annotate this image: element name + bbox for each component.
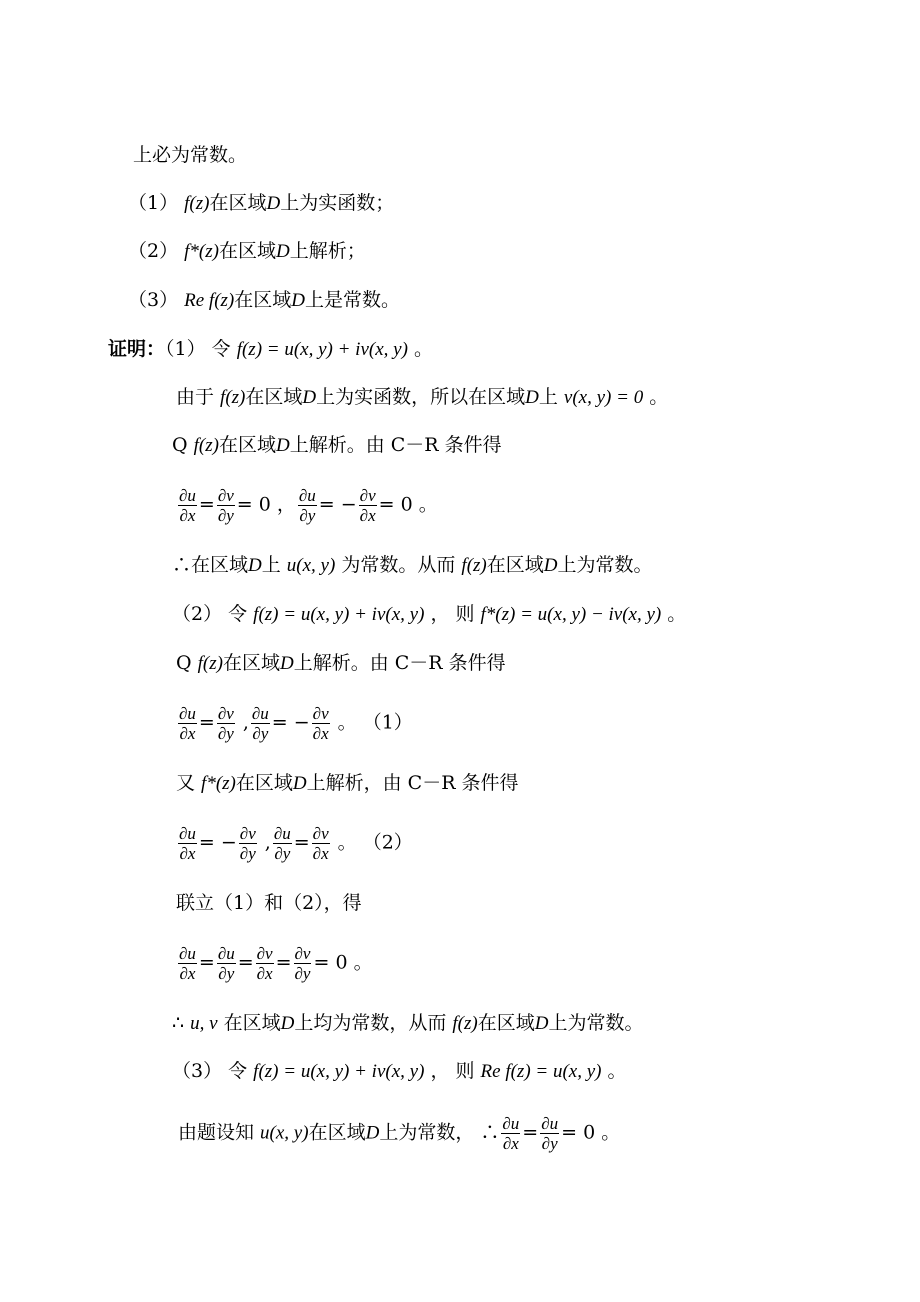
fraction-denominator: ∂y (541, 1134, 558, 1153)
text-run: 上解析。由 C－R 条件得 (289, 434, 502, 456)
fraction-numerator: ∂v (312, 824, 329, 843)
math-expression: f(z) = u(x, y) + iv(x, y) (236, 339, 408, 360)
math-expression: D (291, 290, 306, 311)
text-run: = − (198, 831, 237, 854)
text-run: ， 则 (424, 603, 481, 625)
fraction-denominator: ∂y (252, 724, 269, 743)
fraction-denominator: ∂y (217, 506, 234, 525)
math-expression: D (279, 653, 294, 674)
text-line (128, 236, 366, 267)
fraction-denominator: ∂x (179, 964, 196, 983)
math-expression: D (543, 555, 558, 576)
fraction-denominator: ∂x (256, 964, 273, 983)
math-expression: D (275, 435, 290, 456)
text-line (172, 1056, 627, 1087)
text-line (128, 188, 394, 219)
fraction-denominator: ∂x (179, 724, 196, 743)
text-line (133, 140, 247, 170)
math-expression: f(z) (184, 193, 210, 214)
fraction-numerator: ∂v (256, 944, 273, 963)
math-expression: D (275, 241, 290, 262)
fraction-denominator: ∂x (359, 506, 376, 525)
fraction-numerator: ∂v (239, 824, 256, 843)
fraction-numerator: ∂u (179, 704, 196, 723)
text-line (176, 486, 438, 525)
proof-label: 证明： (108, 338, 166, 360)
math-expression: u(x, y) (260, 1122, 309, 1144)
text-run: = (275, 951, 292, 974)
text-run: = − (318, 493, 357, 516)
text-run: Q (176, 652, 198, 674)
fraction (256, 944, 274, 983)
math-expression: D (365, 1122, 380, 1144)
text-run: = (293, 831, 310, 854)
text-line (176, 944, 373, 983)
text-run: = 0 ， (236, 493, 296, 516)
text-run: 上为常数。 (557, 554, 653, 576)
text-run: 上为常数。 (548, 1012, 644, 1034)
text-run: 上 (261, 554, 287, 576)
text-run: 上必为常数。 (133, 144, 248, 166)
text-line (128, 285, 400, 316)
fraction-denominator: ∂y (239, 844, 256, 863)
text-run: 联立（1）和（2），得 (176, 892, 362, 914)
text-line (172, 430, 502, 461)
text-line (176, 382, 668, 413)
math-expression: f(z) (452, 1013, 478, 1034)
text-line (176, 648, 506, 679)
text-run: , (236, 711, 249, 734)
text-run: ∴在区域 (172, 554, 249, 576)
fraction (178, 704, 197, 743)
text-run: 在区域 (209, 192, 267, 214)
math-expression: D (292, 773, 307, 794)
math-expression: D (248, 555, 262, 576)
text-run: 在区域 (234, 289, 292, 311)
text-line (176, 888, 362, 918)
fraction (273, 824, 292, 863)
text-run: 为常数。从而 (335, 554, 462, 576)
fraction-numerator: ∂u (179, 944, 196, 963)
fraction-numerator: ∂u (251, 704, 269, 723)
text-run: Q (172, 434, 194, 456)
math-expression: v(x, y) = 0 (563, 387, 644, 408)
text-run: 。 (643, 386, 669, 408)
fraction (217, 704, 235, 743)
fraction (251, 704, 270, 743)
text-run: ∴ (172, 1012, 191, 1034)
text-line (176, 824, 413, 863)
text-run: = 0 。 (378, 493, 438, 516)
math-expression: f(z) (193, 435, 219, 456)
fraction-numerator: ∂u (502, 1114, 520, 1133)
text-run: 上解析。由 C－R 条件得 (293, 652, 506, 674)
text-line (178, 1114, 620, 1153)
text-run: 。 （1） (331, 711, 413, 734)
fraction (359, 486, 377, 525)
text-run: 又 (176, 772, 202, 794)
text-run: ， 则 (424, 1060, 481, 1082)
fraction-denominator: ∂y (274, 844, 291, 863)
text-run: 上解析，由 C－R 条件得 (306, 772, 519, 794)
math-expression: u, v (190, 1013, 218, 1034)
text-run: （2） (128, 240, 185, 262)
text-run: = 0 。 (561, 1121, 621, 1144)
text-run: （3） 令 (172, 1060, 254, 1082)
math-expression: f*(z) = u(x, y) − iv(x, y) (480, 604, 662, 625)
text-run: 在区域 (218, 434, 276, 456)
math-expression: f(z) (220, 387, 246, 408)
text-run: （2） 令 (172, 603, 254, 625)
text-run: 在区域 (245, 386, 303, 408)
fraction-numerator: ∂v (217, 486, 234, 505)
text-line (172, 599, 686, 630)
fraction-numerator: ∂u (179, 824, 196, 843)
fraction (294, 944, 312, 983)
fraction-denominator: ∂x (179, 844, 196, 863)
text-run: , (258, 831, 271, 854)
text-run: 上 (538, 386, 564, 408)
fraction-numerator: ∂u (298, 486, 316, 505)
fraction-numerator: ∂u (273, 824, 291, 843)
fraction (540, 1114, 559, 1153)
fraction-numerator: ∂v (312, 704, 329, 723)
text-run: 。 (407, 338, 433, 360)
text-run: 在区域 (308, 1121, 366, 1144)
text-run: = (522, 1121, 539, 1144)
text-run: 在区域 (477, 1012, 535, 1034)
fraction-numerator: ∂v (294, 944, 311, 963)
math-expression: u(x, y) (286, 555, 336, 576)
math-expression: D (266, 193, 281, 214)
text-run: 。 （2） (331, 831, 413, 854)
text-line (172, 1008, 644, 1039)
fraction (239, 824, 257, 863)
fraction (217, 944, 236, 983)
math-expression: f*(z) (201, 773, 236, 794)
text-run: 在区域 (235, 772, 293, 794)
fraction (501, 1114, 520, 1153)
fraction (312, 704, 330, 743)
fraction-denominator: ∂y (217, 724, 234, 743)
text-run: = (237, 951, 254, 974)
text-run: 在区域 (222, 652, 280, 674)
fraction-numerator: ∂v (359, 486, 376, 505)
text-run: 上为实函数； (280, 192, 395, 214)
fraction-denominator: ∂y (218, 964, 235, 983)
fraction-denominator: ∂y (299, 506, 316, 525)
fraction (178, 944, 197, 983)
text-run: （1） 令 (165, 338, 237, 360)
text-run: 在区域 (486, 554, 544, 576)
text-run: 由题设知 (178, 1121, 261, 1144)
math-expression: D (534, 1013, 549, 1034)
text-line (176, 704, 413, 743)
fraction-numerator: ∂v (217, 704, 234, 723)
text-run: 。 (661, 603, 687, 625)
math-expression: D (302, 387, 317, 408)
text-run: 。 (601, 1060, 627, 1082)
text-run: = (198, 951, 215, 974)
text-line (172, 550, 653, 581)
fraction-numerator: ∂u (179, 486, 196, 505)
text-run: 上解析； (289, 240, 366, 262)
fraction (217, 486, 235, 525)
text-run: 上是常数。 (305, 289, 401, 311)
text-run: 在区域 (218, 240, 276, 262)
math-expression: Re f(z) (184, 290, 235, 311)
text-run: = (198, 493, 215, 516)
fraction-denominator: ∂x (312, 844, 329, 863)
fraction-numerator: ∂u (217, 944, 235, 963)
text-run: （3） (128, 289, 185, 311)
text-run: = − (271, 711, 310, 734)
math-expression: Re f(z) = u(x, y) (480, 1061, 602, 1082)
math-expression: f(z) (197, 653, 223, 674)
text-run: （1） (128, 192, 185, 214)
math-expression: f(z) = u(x, y) + iv(x, y) (253, 604, 425, 625)
text-run: 上均为常数，从而 (294, 1012, 453, 1034)
fraction-denominator: ∂x (179, 506, 196, 525)
fraction-numerator: ∂u (541, 1114, 559, 1133)
fraction (178, 486, 197, 525)
text-line (108, 334, 433, 365)
text-run: = (198, 711, 215, 734)
text-run: 上为常数， ∴ (379, 1121, 500, 1144)
math-expression: D (525, 387, 539, 408)
fraction-denominator: ∂x (502, 1134, 519, 1153)
fraction-denominator: ∂y (294, 964, 311, 983)
fraction (312, 824, 330, 863)
text-run: 由于 (176, 386, 221, 408)
text-run: 上为实函数，所以在区域 (316, 386, 526, 408)
text-line (176, 768, 519, 799)
text-run: = 0 。 (313, 951, 373, 974)
fraction-denominator: ∂x (312, 724, 329, 743)
text-run: 在区域 (217, 1012, 281, 1034)
math-expression: f(z) = u(x, y) + iv(x, y) (253, 1061, 425, 1082)
math-expression: f(z) (461, 555, 487, 576)
fraction (178, 824, 197, 863)
fraction (298, 486, 317, 525)
math-expression: f*(z) (184, 241, 219, 262)
math-expression: D (280, 1013, 295, 1034)
